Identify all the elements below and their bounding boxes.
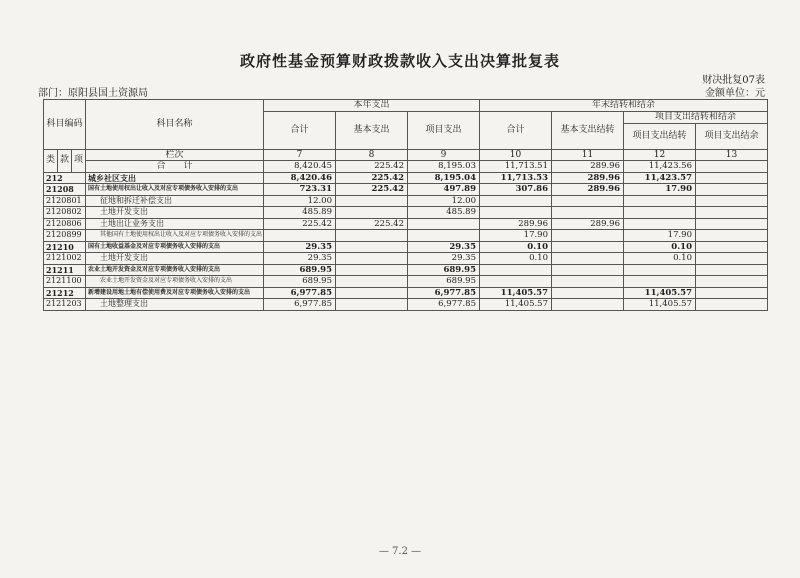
total-value: 11,713.51 [480,161,552,173]
row-value: 6,977.85 [408,299,480,311]
page-title: 政府性基金预算财政拨款收入支出决算批复表 [239,52,560,70]
row-value [336,264,408,276]
table-row [44,241,768,253]
header-sub: 项 [72,149,86,172]
row-value: 6,977.85 [264,287,336,299]
row-value: 0.10 [480,253,552,265]
row-value: 8,195.04 [408,172,480,184]
row-value: 0.10 [480,241,552,253]
row-value [552,299,624,311]
row-value: 225.42 [336,184,408,196]
row-value [336,287,408,299]
form-number: 财决批复07表 [702,75,765,86]
table-row [44,172,768,184]
row-name: 农业土地开发资金及对应专项债务收入安排的支出 [86,276,264,288]
amount-unit: 金额单位：元 [705,88,765,99]
col-number: 8 [336,149,408,161]
table-row [44,253,768,265]
row-name: 其他国有土地使用权出让收入及对应专项债务收入安排的支出 [86,230,264,242]
row-value: 11,713.53 [480,172,552,184]
header-name: 科目名称 [86,100,264,150]
row-name: 土地整理支出 [86,299,264,311]
budget-table [43,99,768,311]
row-value: 29.35 [264,241,336,253]
row-value [696,241,768,253]
row-value [408,218,480,230]
row-value [552,287,624,299]
row-code: 21211 [44,264,86,276]
row-value: 689.95 [408,264,480,276]
row-value [696,195,768,207]
page-number: — 7.2 — [378,546,422,557]
row-name: 土地出让业务支出 [86,218,264,230]
table-row [44,184,768,196]
total-value: 8,420.45 [264,161,336,173]
row-value [624,276,696,288]
row-value [696,253,768,265]
row-value [696,172,768,184]
header-ye-project-carry: 项目支出结转 [624,123,696,149]
header-ye-project-group: 项目支出结转和结余 [624,112,768,124]
header-ye-total: 合计 [480,112,552,150]
row-code: 21210 [44,241,86,253]
row-value [696,299,768,311]
row-name: 国有土地收益基金及对应专项债务收入安排的支出 [86,241,264,253]
row-value [552,264,624,276]
row-value: 11,405.57 [624,287,696,299]
table-row [44,207,768,219]
row-value: 11,405.57 [480,287,552,299]
department-label: 部门：原阳县国土资源局 [38,88,148,99]
table-row [44,230,768,242]
row-value: 6,977.85 [408,287,480,299]
row-value: 485.89 [408,207,480,219]
table-row [44,195,768,207]
row-value [336,195,408,207]
row-name: 农业土地开发资金及对应专项债务收入安排的支出 [86,264,264,276]
total-row-label: 合 计 [86,161,264,173]
row-value: 225.42 [336,218,408,230]
row-value: 11,405.57 [624,299,696,311]
header-year-end: 年末结转和结余 [480,100,768,112]
row-value [480,276,552,288]
row-name: 征地和拆迁补偿支出 [86,195,264,207]
row-value: 289.96 [552,218,624,230]
row-value: 225.42 [264,218,336,230]
row-value [336,207,408,219]
table-row [44,299,768,311]
header-col-label: 栏次 [86,149,264,161]
row-value: 0.10 [624,241,696,253]
row-code: 21208 [44,184,86,196]
row-value [624,264,696,276]
table-row [44,264,768,276]
row-value: 689.95 [264,264,336,276]
row-code: 2120806 [44,218,86,230]
total-value [696,161,768,173]
row-value: 6,977.85 [264,299,336,311]
row-value: 307.86 [480,184,552,196]
row-value [552,207,624,219]
col-number: 13 [696,149,768,161]
row-value: 289.96 [552,172,624,184]
header-item: 款 [58,149,72,172]
row-value [552,253,624,265]
row-value: 12.00 [264,195,336,207]
row-code: 2121002 [44,253,86,265]
row-value [696,230,768,242]
row-name: 土地开发支出 [86,253,264,265]
col-number: 7 [264,149,336,161]
row-value: 29.35 [264,253,336,265]
row-name: 城乡社区支出 [86,172,264,184]
row-name: 国有土地使用权出让收入及对应专项债务收入安排的支出 [86,184,264,196]
row-value: 723.31 [264,184,336,196]
row-value [408,230,480,242]
row-value [336,276,408,288]
row-value [552,276,624,288]
row-value [480,264,552,276]
row-value: 689.95 [408,276,480,288]
row-code: 2120802 [44,207,86,219]
row-code: 2121203 [44,299,86,311]
row-value: 289.96 [480,218,552,230]
row-code: 2120801 [44,195,86,207]
col-number: 10 [480,149,552,161]
row-value [264,230,336,242]
header-total: 合计 [264,112,336,150]
total-value: 225.42 [336,161,408,173]
row-name: 土地开发支出 [86,207,264,219]
row-value: 17.90 [624,184,696,196]
row-value [696,218,768,230]
table-row [44,287,768,299]
row-value [336,241,408,253]
row-value: 17.90 [624,230,696,242]
table-row [44,276,768,288]
header-code: 科目编码 [44,100,86,150]
header-current-year: 本年支出 [264,100,480,112]
row-value: 11,405.57 [480,299,552,311]
row-code: 2121100 [44,276,86,288]
table-row [44,218,768,230]
row-value [624,195,696,207]
row-value [552,241,624,253]
row-value: 29.35 [408,241,480,253]
header-project: 项目支出 [408,112,480,150]
header-kind: 类 [44,149,58,172]
col-number: 12 [624,149,696,161]
row-value [696,264,768,276]
row-value [696,207,768,219]
row-code: 21212 [44,287,86,299]
col-number: 11 [552,149,624,161]
row-value [336,230,408,242]
row-name: 新增建设用地土地有偿使用费及对应专项债务收入安排的支出 [86,287,264,299]
row-value: 497.89 [408,184,480,196]
header-ye-basic: 基本支出结转 [552,112,624,150]
col-number: 9 [408,149,480,161]
row-value [336,299,408,311]
row-value [696,287,768,299]
row-value [696,276,768,288]
row-value [480,195,552,207]
total-value: 8,195.03 [408,161,480,173]
row-value [624,218,696,230]
row-value: 12.00 [408,195,480,207]
row-code: 2120899 [44,230,86,242]
row-value [480,207,552,219]
row-value: 11,423.57 [624,172,696,184]
row-value: 485.89 [264,207,336,219]
row-value: 289.96 [552,184,624,196]
row-code: 212 [44,172,86,184]
row-value: 29.35 [408,253,480,265]
row-value: 225.42 [336,172,408,184]
row-value: 8,420.46 [264,172,336,184]
row-value [552,195,624,207]
row-value [336,253,408,265]
table-body [44,172,768,310]
row-value [696,184,768,196]
row-value: 17.90 [480,230,552,242]
header-basic: 基本支出 [336,112,408,150]
row-value [624,207,696,219]
total-value: 289.96 [552,161,624,173]
total-value: 11,423.56 [624,161,696,173]
row-value: 0.10 [624,253,696,265]
header-ye-project-balance: 项目支出结余 [696,123,768,149]
row-value [552,230,624,242]
row-value: 689.95 [264,276,336,288]
